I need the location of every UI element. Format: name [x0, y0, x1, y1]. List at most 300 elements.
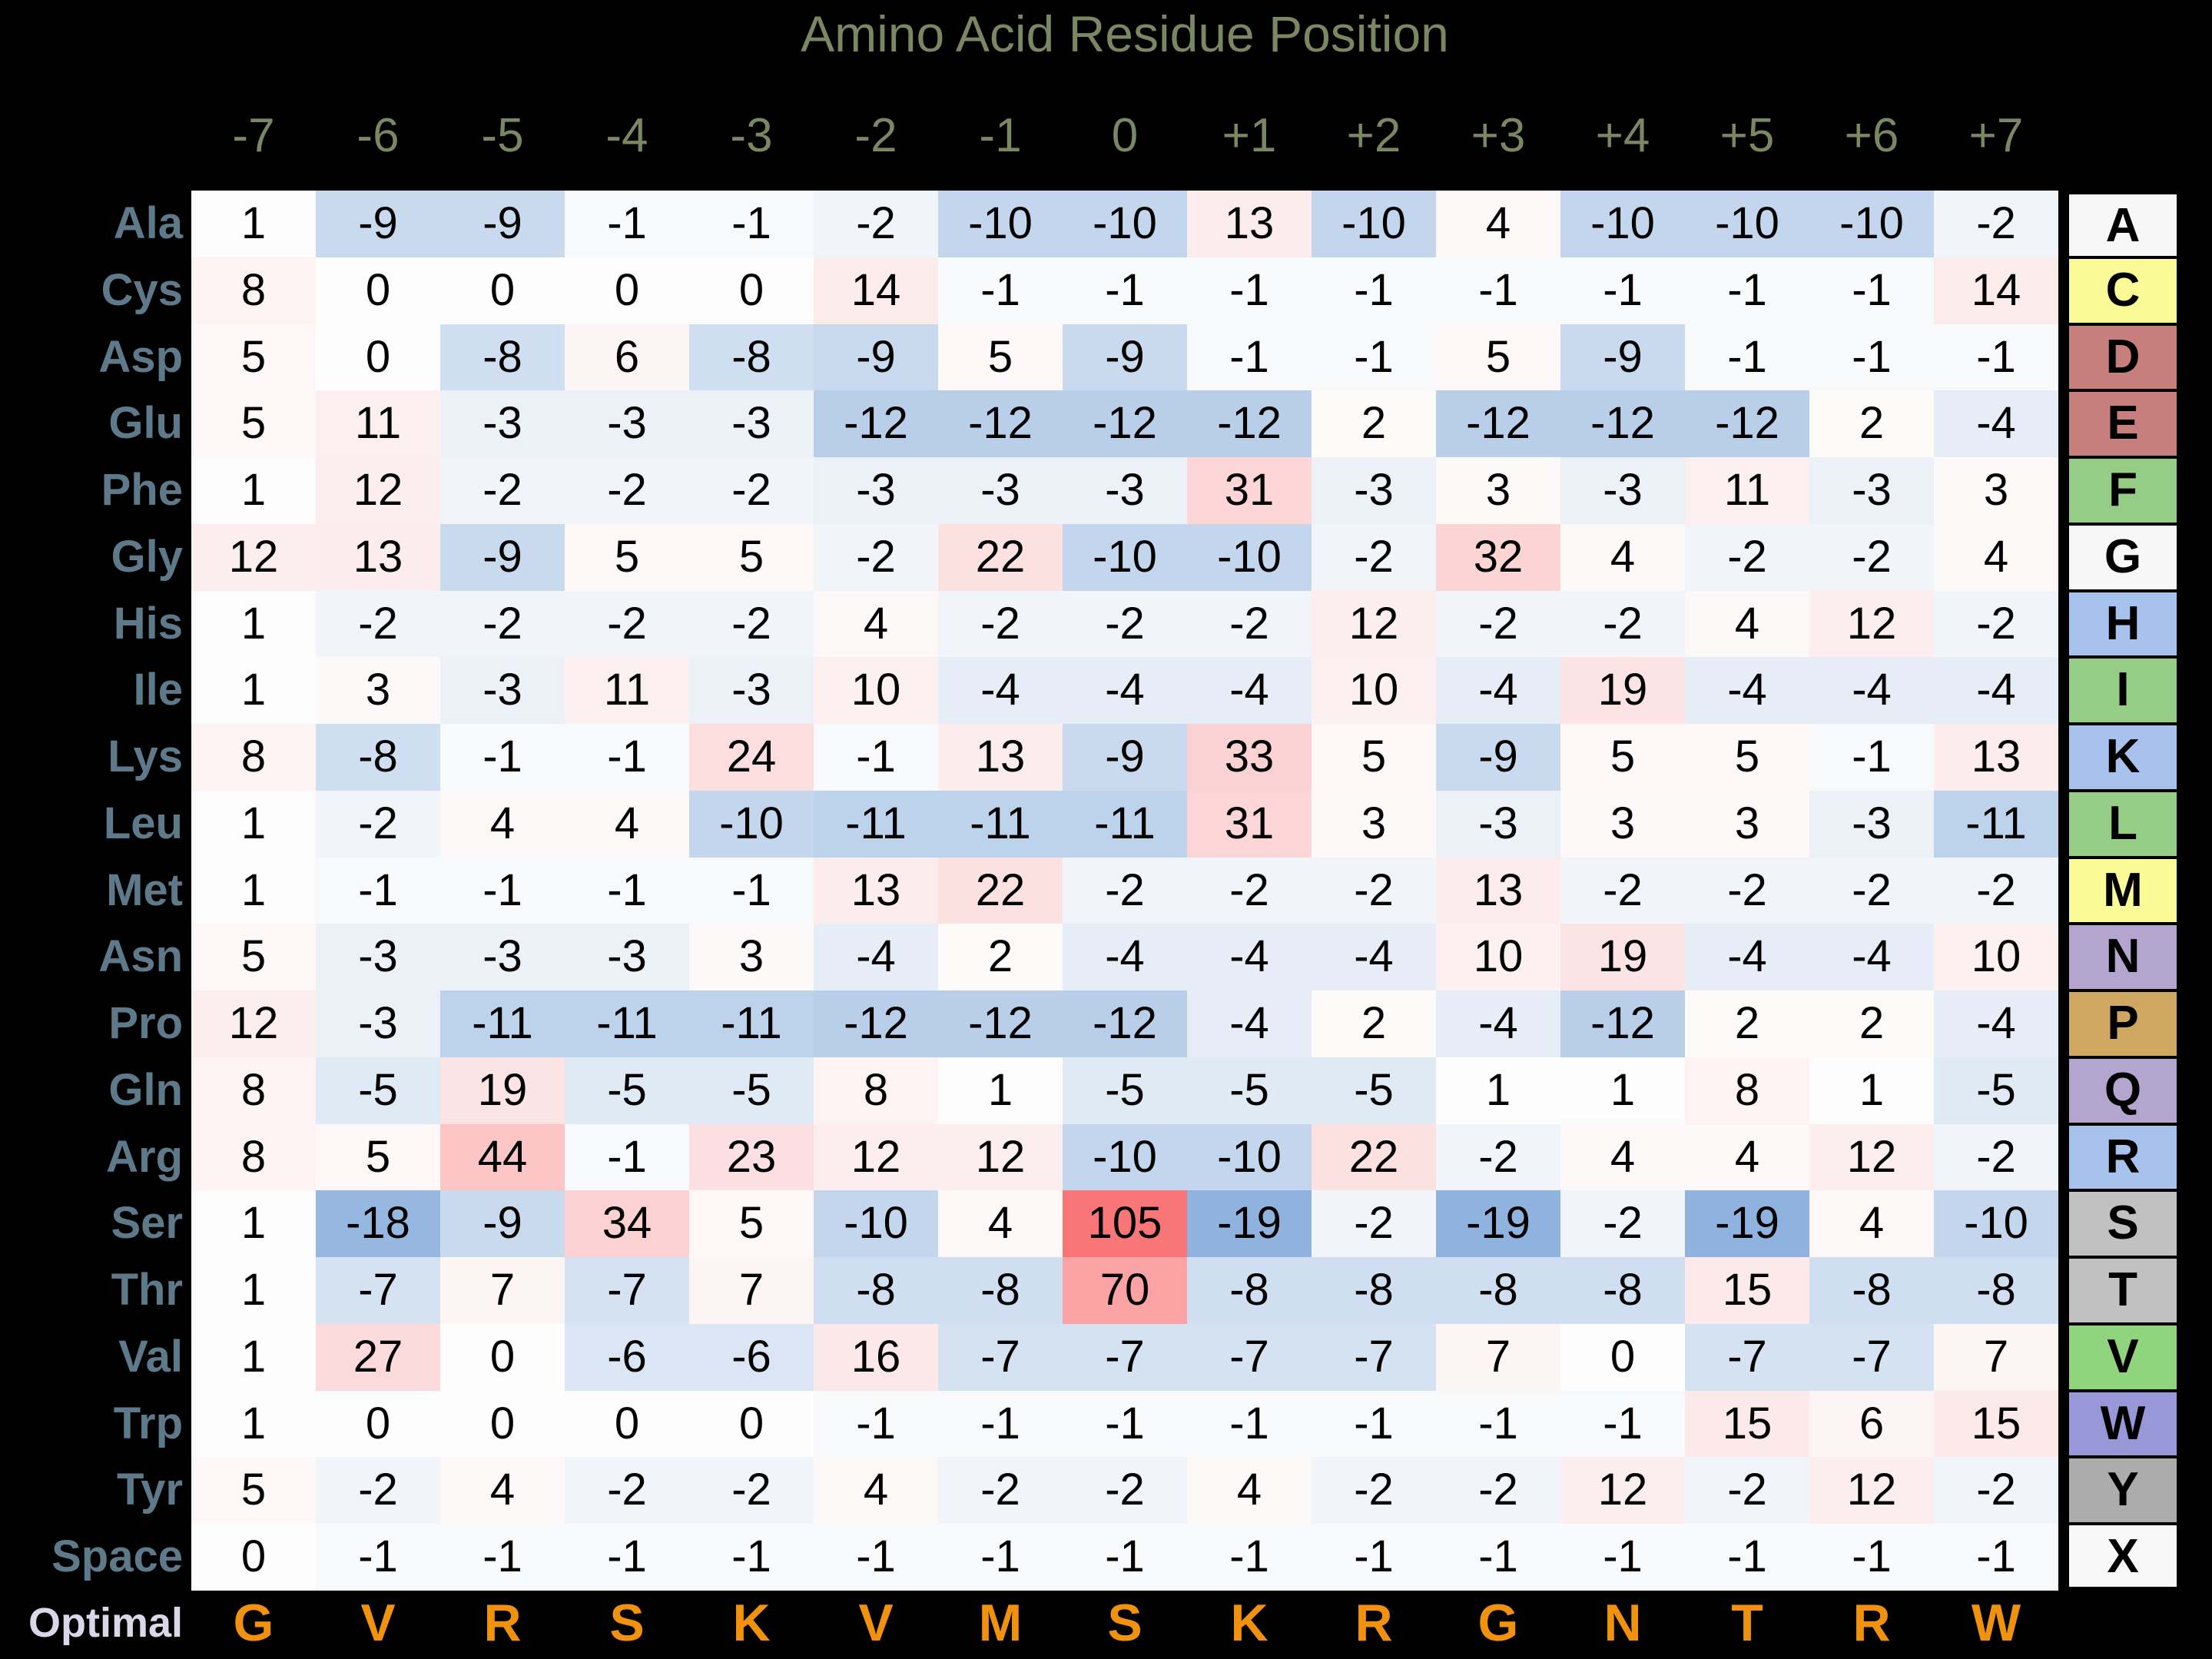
heatmap-cell: -9 [1436, 724, 1560, 791]
heatmap-cell: 6 [565, 324, 689, 391]
heatmap-cell: 31 [1187, 791, 1312, 858]
heatmap-cell: -2 [1685, 1457, 1809, 1524]
optimal-letter: N [1603, 1594, 1642, 1652]
row-label: Asn [98, 931, 183, 982]
heatmap-grid [191, 191, 2058, 1591]
column-header: -1 [979, 109, 1022, 162]
heatmap-cell: 4 [1809, 1190, 1934, 1257]
heatmap-cell: -3 [565, 390, 689, 457]
column-header: -4 [605, 109, 648, 162]
heatmap-cell: -7 [1312, 1324, 1436, 1391]
column-header: -3 [730, 109, 773, 162]
heatmap-cell: 4 [814, 1457, 938, 1524]
heatmap-cell: 22 [1312, 1124, 1436, 1191]
heatmap-cell: -2 [316, 1457, 440, 1524]
column-header: +2 [1346, 109, 1401, 162]
heatmap-cell: 15 [1685, 1391, 1809, 1458]
heatmap-cell: 0 [440, 257, 565, 324]
optimal-letter: S [609, 1594, 645, 1652]
heatmap-cell: 2 [938, 924, 1063, 990]
heatmap-cell: -3 [316, 924, 440, 990]
heatmap-cell: -1 [1934, 324, 2058, 391]
heatmap-cell: 8 [191, 1057, 316, 1124]
heatmap-cell: 5 [689, 1190, 814, 1257]
column-header: 0 [1111, 109, 1139, 162]
heatmap-cell: -4 [938, 657, 1063, 724]
heatmap-cell: 1 [191, 457, 316, 524]
heatmap-cell: -1 [440, 858, 565, 924]
heatmap-cell: 105 [1063, 1190, 1187, 1257]
optimal-letter: M [978, 1594, 1023, 1652]
heatmap-cell: 4 [565, 791, 689, 858]
heatmap-cell: 10 [814, 657, 938, 724]
heatmap-cell: -11 [1063, 791, 1187, 858]
heatmap-cell: -2 [938, 1457, 1063, 1524]
heatmap-cell: -8 [1436, 1257, 1560, 1324]
heatmap-cell: 4 [440, 1457, 565, 1524]
optimal-row-label: Optimal [28, 1600, 183, 1646]
heatmap-cell: -12 [1560, 390, 1685, 457]
heatmap-cell: 1 [191, 591, 316, 658]
residue-letter-cell: R [2065, 1124, 2180, 1191]
heatmap-cell: -10 [1934, 1190, 2058, 1257]
heatmap-cell: 13 [814, 858, 938, 924]
heatmap-cell: -1 [1560, 1391, 1685, 1458]
heatmap-cell: 1 [191, 657, 316, 724]
heatmap-cell: -1 [814, 1391, 938, 1458]
heatmap-cell: -2 [1312, 1457, 1436, 1524]
heatmap-cell: -5 [1312, 1057, 1436, 1124]
heatmap-cell: -11 [440, 990, 565, 1057]
heatmap-cell: -2 [689, 591, 814, 658]
heatmap-cell: -2 [689, 457, 814, 524]
heatmap-cell: 14 [1934, 257, 2058, 324]
heatmap-cell: -10 [1560, 191, 1685, 257]
heatmap-cell: -12 [1560, 990, 1685, 1057]
heatmap-cell: -8 [938, 1257, 1063, 1324]
heatmap-cell: -1 [1809, 257, 1934, 324]
heatmap-cell: -4 [1063, 657, 1187, 724]
heatmap-cell: 12 [1809, 591, 1934, 658]
heatmap-cell: 0 [316, 1391, 440, 1458]
heatmap-cell: -1 [565, 858, 689, 924]
heatmap-cell: -2 [1187, 591, 1312, 658]
residue-letter-cell: I [2065, 657, 2180, 724]
residue-letter-cell: H [2065, 591, 2180, 658]
heatmap-cell: -1 [440, 724, 565, 791]
column-headers [191, 106, 2058, 166]
heatmap-cell: -12 [814, 390, 938, 457]
heatmap-cell: 1 [191, 858, 316, 924]
heatmap-cell: -3 [1436, 791, 1560, 858]
heatmap-cell: -2 [440, 591, 565, 658]
heatmap-cell: -1 [1436, 1391, 1560, 1458]
heatmap-cell: -1 [316, 858, 440, 924]
optimal-letter: G [1477, 1594, 1519, 1652]
heatmap-cell: 4 [1187, 1457, 1312, 1524]
heatmap-cell: -1 [814, 724, 938, 791]
heatmap-cell: 0 [1560, 1324, 1685, 1391]
heatmap-cell: 5 [1560, 724, 1685, 791]
heatmap-cell: -1 [1809, 724, 1934, 791]
heatmap-cell: -7 [1685, 1324, 1809, 1391]
heatmap-cell: -2 [316, 791, 440, 858]
heatmap-cell: -1 [1560, 257, 1685, 324]
heatmap-cell: -5 [1187, 1057, 1312, 1124]
heatmap-cell: -10 [938, 191, 1063, 257]
heatmap-cell: -8 [1312, 1257, 1436, 1324]
heatmap-cell: -4 [1187, 924, 1312, 990]
heatmap-cell: -9 [316, 191, 440, 257]
heatmap-cell: -4 [1187, 657, 1312, 724]
heatmap-cell: -2 [565, 457, 689, 524]
heatmap-cell: -3 [440, 390, 565, 457]
heatmap-cell: 2 [1809, 390, 1934, 457]
heatmap-cell: -8 [1187, 1257, 1312, 1324]
row-label: His [113, 598, 183, 649]
heatmap-cell: -1 [565, 1524, 689, 1591]
heatmap-cell: -2 [1934, 1124, 2058, 1191]
heatmap-cell: -3 [1809, 791, 1934, 858]
heatmap-cell: -1 [565, 191, 689, 257]
heatmap-cell: -19 [1187, 1190, 1312, 1257]
heatmap-cell: -1 [938, 257, 1063, 324]
heatmap-cell: 0 [689, 1391, 814, 1458]
optimal-letter: S [1107, 1594, 1142, 1652]
heatmap-cell: 7 [440, 1257, 565, 1324]
residue-letter-column [2065, 191, 2180, 1591]
heatmap-cell: 5 [1685, 724, 1809, 791]
heatmap-cell: -18 [316, 1190, 440, 1257]
heatmap-cell: 24 [689, 724, 814, 791]
heatmap-cell: -1 [1063, 1391, 1187, 1458]
column-header: -2 [854, 109, 897, 162]
heatmap-cell: -1 [689, 191, 814, 257]
heatmap-cell: -3 [689, 390, 814, 457]
residue-letter-cell: A [2065, 191, 2180, 257]
residue-letter-cell: Q [2065, 1057, 2180, 1124]
heatmap-cell: -8 [316, 724, 440, 791]
residue-letter-cell: L [2065, 791, 2180, 858]
heatmap-cell: 3 [1685, 791, 1809, 858]
heatmap-cell: -9 [440, 524, 565, 591]
heatmap-cell: -11 [1934, 791, 2058, 858]
row-label: Val [118, 1331, 183, 1382]
heatmap-cell: -2 [1063, 858, 1187, 924]
heatmap-cell: -11 [689, 990, 814, 1057]
heatmap-cell: -8 [1560, 1257, 1685, 1324]
row-label: Gly [111, 531, 183, 582]
residue-letter-cell: C [2065, 257, 2180, 324]
heatmap-cell: 33 [1187, 724, 1312, 791]
heatmap-cell: 5 [938, 324, 1063, 391]
heatmap-cell: -2 [1312, 524, 1436, 591]
column-header: -5 [481, 109, 524, 162]
heatmap-cell: 13 [1436, 858, 1560, 924]
heatmap-cell: 15 [1934, 1391, 2058, 1458]
heatmap-cell: 4 [1436, 191, 1560, 257]
column-header: +1 [1222, 109, 1277, 162]
heatmap-cell: -1 [1187, 324, 1312, 391]
heatmap-cell: -2 [1063, 1457, 1187, 1524]
heatmap-cell: -9 [1560, 324, 1685, 391]
heatmap-cell: 1 [191, 1190, 316, 1257]
heatmap-cell: -1 [316, 1524, 440, 1591]
heatmap-cell: 4 [1685, 591, 1809, 658]
optimal-letter: W [1971, 1594, 2021, 1652]
heatmap-cell: -2 [565, 1457, 689, 1524]
heatmap-cell: 12 [1312, 591, 1436, 658]
column-header: -7 [232, 109, 275, 162]
heatmap-cell: -2 [689, 1457, 814, 1524]
heatmap-cell: 5 [191, 324, 316, 391]
heatmap-cell: 70 [1063, 1257, 1187, 1324]
heatmap-cell: -5 [689, 1057, 814, 1124]
heatmap-cell: 2 [1312, 990, 1436, 1057]
heatmap-cell: 7 [1934, 1324, 2058, 1391]
residue-letter-cell: N [2065, 924, 2180, 990]
residue-letter-cell: X [2065, 1524, 2180, 1591]
heatmap-cell: 19 [1560, 657, 1685, 724]
heatmap-cell: 0 [565, 257, 689, 324]
heatmap-cell: 5 [191, 1457, 316, 1524]
optimal-letter: R [1852, 1594, 1891, 1652]
row-label: Thr [111, 1265, 183, 1315]
heatmap-cell: -5 [1063, 1057, 1187, 1124]
heatmap-cell: 5 [565, 524, 689, 591]
heatmap-cell: -1 [689, 1524, 814, 1591]
heatmap-cell: -2 [316, 591, 440, 658]
heatmap-cell: -2 [1436, 1457, 1560, 1524]
heatmap-cell: -1 [1187, 1391, 1312, 1458]
heatmap-cell: 10 [1934, 924, 2058, 990]
heatmap-cell: -2 [1934, 1457, 2058, 1524]
heatmap-cell: -3 [1560, 457, 1685, 524]
heatmap-cell: 34 [565, 1190, 689, 1257]
heatmap-cell: 32 [1436, 524, 1560, 591]
heatmap-cell: -4 [1934, 657, 2058, 724]
heatmap-cell: -19 [1436, 1190, 1560, 1257]
heatmap-cell: 3 [1560, 791, 1685, 858]
heatmap-cell: -19 [1685, 1190, 1809, 1257]
heatmap-cell: -3 [1312, 457, 1436, 524]
heatmap-cell: 10 [1312, 657, 1436, 724]
heatmap-cell: -10 [1312, 191, 1436, 257]
heatmap-cell: -1 [1685, 324, 1809, 391]
heatmap-cell: -1 [1436, 257, 1560, 324]
heatmap-cell: -8 [689, 324, 814, 391]
optimal-letter-row [191, 1592, 2058, 1654]
heatmap-cell: -9 [440, 191, 565, 257]
heatmap-cell: -2 [1809, 858, 1934, 924]
optimal-letter: R [483, 1594, 522, 1652]
heatmap-cell: -1 [1063, 1524, 1187, 1591]
heatmap-cell: -3 [316, 990, 440, 1057]
heatmap-cell: 4 [440, 791, 565, 858]
heatmap-cell: -2 [1685, 858, 1809, 924]
heatmap-cell: -8 [440, 324, 565, 391]
heatmap-cell: -3 [689, 657, 814, 724]
heatmap-cell: -7 [1187, 1324, 1312, 1391]
heatmap-cell: 1 [1560, 1057, 1685, 1124]
heatmap-cell: 5 [191, 924, 316, 990]
heatmap-cell: -2 [440, 457, 565, 524]
heatmap-cell: 5 [191, 390, 316, 457]
optimal-letter: T [1731, 1594, 1763, 1652]
heatmap-cell: 13 [1187, 191, 1312, 257]
heatmap-cell: -9 [814, 324, 938, 391]
row-label: Asp [98, 331, 183, 382]
heatmap-cell: 11 [565, 657, 689, 724]
heatmap-cell: -4 [1685, 657, 1809, 724]
optimal-letter: R [1355, 1594, 1393, 1652]
optimal-letter: V [360, 1594, 396, 1652]
heatmap-cell: 7 [689, 1257, 814, 1324]
heatmap-cell: -12 [938, 990, 1063, 1057]
optimal-letter: G [233, 1594, 274, 1652]
heatmap-cell: 8 [191, 257, 316, 324]
residue-letter-cell: E [2065, 390, 2180, 457]
heatmap-cell: -1 [1187, 257, 1312, 324]
heatmap-cell: 23 [689, 1124, 814, 1191]
heatmap-cell: 1 [191, 1324, 316, 1391]
heatmap-cell: -11 [938, 791, 1063, 858]
heatmap-cell: -4 [1312, 924, 1436, 990]
row-label: Pro [108, 998, 183, 1048]
heatmap-cell: -6 [565, 1324, 689, 1391]
heatmap-cell: -2 [1436, 1124, 1560, 1191]
heatmap-cell: -4 [1934, 990, 2058, 1057]
row-label: Gln [108, 1064, 183, 1115]
heatmap-cell: -3 [440, 657, 565, 724]
heatmap-cell: -2 [1934, 191, 2058, 257]
heatmap-cell: -1 [938, 1391, 1063, 1458]
row-label: Phe [101, 465, 183, 515]
optimal-letter: K [1230, 1594, 1269, 1652]
heatmap-cell: -5 [1934, 1057, 2058, 1124]
heatmap-cell: 12 [191, 524, 316, 591]
heatmap-cell: 7 [1436, 1324, 1560, 1391]
heatmap-cell: -8 [814, 1257, 938, 1324]
heatmap-cell: -3 [814, 457, 938, 524]
heatmap-cell: -12 [1685, 390, 1809, 457]
heatmap-cell: 0 [316, 257, 440, 324]
chart-title: Amino Acid Residue Position [801, 5, 1449, 62]
heatmap-cell: 12 [1809, 1124, 1934, 1191]
heatmap-cell: -7 [565, 1257, 689, 1324]
heatmap-cell: -12 [814, 990, 938, 1057]
heatmap-cell: 1 [938, 1057, 1063, 1124]
heatmap-cell: -2 [1809, 524, 1934, 591]
heatmap-cell: -2 [1685, 524, 1809, 591]
heatmap-cell: -3 [565, 924, 689, 990]
optimal-letter: V [858, 1594, 894, 1652]
heatmap-cell: -2 [1560, 1190, 1685, 1257]
heatmap-cell: -4 [1187, 990, 1312, 1057]
row-label: Glu [108, 398, 183, 449]
heatmap-cell: 1 [191, 191, 316, 257]
heatmap-cell: 19 [440, 1057, 565, 1124]
heatmap-cell: -1 [565, 724, 689, 791]
residue-letter-cell: D [2065, 324, 2180, 391]
heatmap-cell: -10 [1187, 1124, 1312, 1191]
heatmap-cell: -1 [1685, 1524, 1809, 1591]
heatmap-cell: 13 [938, 724, 1063, 791]
heatmap-cell: -7 [938, 1324, 1063, 1391]
heatmap-cell: 11 [1685, 457, 1809, 524]
residue-letter-cell: T [2065, 1257, 2180, 1324]
heatmap-cell: -9 [440, 1190, 565, 1257]
heatmap-cell: -2 [814, 524, 938, 591]
heatmap-cell: -8 [1809, 1257, 1934, 1324]
heatmap-cell: 4 [938, 1190, 1063, 1257]
heatmap-cell: -12 [1187, 390, 1312, 457]
heatmap-cell: -4 [1809, 924, 1934, 990]
heatmap-cell: -4 [1436, 990, 1560, 1057]
row-label: Arg [106, 1131, 183, 1182]
heatmap-cell: -1 [565, 1124, 689, 1191]
heatmap-cell: 12 [814, 1124, 938, 1191]
heatmap-cell: -10 [1063, 524, 1187, 591]
residue-letter-cell: W [2065, 1391, 2180, 1458]
heatmap-cell: -11 [565, 990, 689, 1057]
heatmap-cell: 1 [191, 1257, 316, 1324]
heatmap-cell: 2 [1685, 990, 1809, 1057]
heatmap-cell: 22 [938, 524, 1063, 591]
row-label: Trp [113, 1398, 183, 1448]
heatmap-cell: 13 [316, 524, 440, 591]
column-header: +4 [1595, 109, 1650, 162]
heatmap-cell: 22 [938, 858, 1063, 924]
row-label: Ile [133, 665, 183, 715]
heatmap-cell: -4 [814, 924, 938, 990]
heatmap-cell: 8 [1685, 1057, 1809, 1124]
residue-letter-cell: V [2065, 1324, 2180, 1391]
heatmap-cell: -2 [1560, 858, 1685, 924]
column-header: +3 [1471, 109, 1526, 162]
heatmap-cell: -1 [1187, 1524, 1312, 1591]
heatmap-cell: -2 [1934, 591, 2058, 658]
heatmap-cell: 12 [316, 457, 440, 524]
row-label: Cys [101, 264, 183, 315]
optimal-letter: K [732, 1594, 771, 1652]
heatmap-cell: 0 [191, 1524, 316, 1591]
heatmap-cell: -1 [1809, 324, 1934, 391]
heatmap-cell: -7 [1809, 1324, 1934, 1391]
heatmap-cell: 3 [316, 657, 440, 724]
heatmap-cell: 3 [1934, 457, 2058, 524]
heatmap-cell: 5 [316, 1124, 440, 1191]
heatmap-cell: -1 [1436, 1524, 1560, 1591]
heatmap-cell: 0 [689, 257, 814, 324]
heatmap-cell: -1 [814, 1524, 938, 1591]
heatmap-cell: 2 [1312, 390, 1436, 457]
heatmap-cell: -5 [565, 1057, 689, 1124]
heatmap-cell: 15 [1685, 1257, 1809, 1324]
column-header: -6 [357, 109, 400, 162]
heatmap-cell: -2 [1560, 591, 1685, 658]
heatmap-cell: -1 [689, 858, 814, 924]
heatmap-cell: 0 [316, 324, 440, 391]
heatmap-cell: -8 [1934, 1257, 2058, 1324]
heatmap-cell: -2 [1312, 1190, 1436, 1257]
heatmap-cell: 13 [1934, 724, 2058, 791]
heatmap-cell: -1 [440, 1524, 565, 1591]
heatmap-cell: -1 [1560, 1524, 1685, 1591]
heatmap-cell: -4 [1685, 924, 1809, 990]
heatmap-cell: 5 [1436, 324, 1560, 391]
heatmap-cell: -1 [1312, 257, 1436, 324]
